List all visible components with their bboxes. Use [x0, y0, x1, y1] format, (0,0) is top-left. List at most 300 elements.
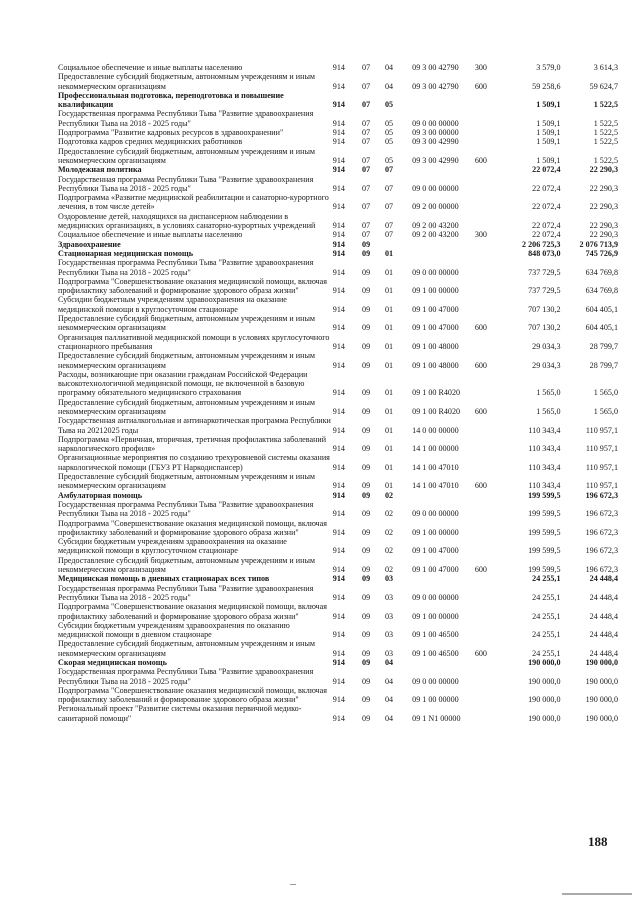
row-value-2: 196 672,3: [585, 565, 618, 575]
table-row: [58, 556, 618, 575]
row-ved: 914: [332, 304, 345, 314]
row-csr: 09 3 00 42990: [412, 155, 459, 165]
table-row: [58, 574, 618, 583]
row-value-2: 24 448,4: [589, 592, 618, 602]
row-vr: [475, 258, 500, 277]
row-value-2: 1 565,0: [593, 406, 618, 416]
row-csr: 09 1 00 00000: [412, 527, 459, 537]
row-vr: 300: [474, 230, 487, 240]
row-value-2: 196 672,3: [585, 546, 618, 556]
row-csr: [412, 574, 475, 583]
row-pr: 03: [385, 574, 394, 584]
row-rz: 07: [362, 183, 371, 193]
row-value-1: 199 599,5: [528, 565, 561, 575]
row-vr: [475, 240, 500, 249]
row-value-1: 22 072,4: [532, 221, 561, 231]
table-row: [58, 472, 618, 491]
row-csr: 09 1 00 00000: [412, 695, 459, 705]
row-csr: 09 0 00 00000: [412, 267, 459, 277]
row-pr: 03: [385, 592, 394, 602]
row-value-2: 604 405,1: [585, 304, 618, 314]
row-rz: 09: [362, 527, 371, 537]
row-value-2: 1 522,5: [593, 155, 618, 165]
row-name: Оздоровление детей, находящихся на диспансерном наблюдении в медицинских организациях, в условиях санаторно-курортных учреждений: [58, 211, 316, 231]
table-row: [58, 249, 618, 258]
row-pr: 07: [385, 221, 394, 231]
row-rz: 09: [362, 406, 371, 416]
row-vr: 600: [474, 360, 487, 370]
row-value-2: 3 614,3: [593, 63, 618, 72]
table-row: [58, 584, 618, 603]
row-ved: 914: [332, 248, 345, 258]
row-ved: 914: [332, 267, 345, 277]
row-vr: 600: [474, 155, 487, 165]
row-vr: [475, 574, 500, 583]
row-value-1: 24 255,1: [532, 611, 561, 621]
row-vr: [475, 658, 500, 667]
row-rz: 07: [362, 155, 371, 165]
row-name: Государственная программа Республики Тыва "Развитие здравоохранения Республики Тыва на 2018 - 2025 годы": [58, 583, 314, 602]
row-csr: 09 2 00 43200: [412, 221, 459, 231]
table-row: [58, 128, 618, 137]
table-row: [58, 240, 618, 249]
row-ved: 914: [332, 239, 345, 249]
row-name: Медицинская помощь в дневных стационарах всех типов: [58, 574, 270, 584]
table-row: [58, 453, 618, 472]
row-value-2: 59 624,7: [589, 81, 618, 91]
row-csr: 09 1 N1 00000: [412, 713, 461, 723]
row-csr: 09 3 00 42790: [412, 81, 459, 91]
row-name: Стационарная медицинская помощь: [58, 248, 194, 258]
row-pr: 01: [385, 286, 394, 296]
row-vr: [475, 602, 500, 621]
row-rz: 09: [362, 648, 371, 658]
row-ved: 914: [332, 425, 345, 435]
row-value-2: 745 726,9: [585, 248, 618, 258]
row-value-1: 737 729,5: [528, 286, 561, 296]
row-csr: 14 1 00 47010: [412, 481, 459, 491]
table-row: [58, 258, 618, 277]
row-vr: [475, 193, 500, 212]
row-vr: [475, 175, 500, 194]
row-value-1: 22 072,4: [532, 165, 561, 175]
table-row: [58, 621, 618, 640]
row-ved: 914: [332, 118, 345, 128]
row-name: Субсидии бюджетным учреждениям здравоохранения по оказанию медицинской помощи в дневном стационаре: [58, 620, 290, 640]
row-pr: 07: [385, 183, 394, 193]
row-value-2: 196 672,3: [585, 527, 618, 537]
row-value-1: 1 565,0: [536, 388, 561, 398]
row-rz: 07: [362, 230, 371, 240]
row-pr: 04: [385, 658, 394, 667]
row-csr: 09 0 00 00000: [412, 118, 459, 128]
row-csr: 09 1 00 47000: [412, 565, 459, 575]
row-rz: 07: [362, 202, 371, 212]
row-vr: [475, 416, 500, 435]
row-value-2: 110 957,1: [585, 444, 618, 454]
row-name: Профессиональная подготовка, переподготовка и повышение квалификации: [58, 90, 284, 110]
row-value-1: 1 565,0: [536, 406, 561, 416]
row-value-2: 634 769,8: [585, 286, 618, 296]
row-ved: 914: [332, 155, 345, 165]
row-csr: 09 1 00 48000: [412, 360, 459, 370]
row-pr: 01: [385, 388, 394, 398]
row-csr: 09 1 00 47000: [412, 546, 459, 556]
row-pr: 03: [385, 611, 394, 621]
row-ved: 914: [332, 574, 345, 584]
row-value-2: 22 290,3: [589, 165, 618, 175]
row-pr: 04: [385, 713, 394, 723]
table-row: [58, 639, 618, 658]
row-value-1: 1 509,1: [536, 128, 561, 138]
row-rz: 09: [362, 267, 371, 277]
row-csr: 09 0 00 00000: [412, 676, 459, 686]
row-value-2: 2 076 713,9: [579, 239, 618, 249]
table-row: [58, 398, 618, 417]
row-vr: [475, 370, 500, 398]
row-ved: 914: [332, 360, 345, 370]
row-csr: 09 0 00 00000: [412, 183, 459, 193]
row-csr: 09 1 00 00000: [412, 611, 459, 621]
row-name: Подготовка кадров средних медицинских работников: [58, 137, 243, 147]
row-csr: [412, 240, 475, 249]
row-rz: 07: [362, 100, 371, 110]
row-name: Скорая медицинская помощь: [58, 658, 167, 667]
row-ved: 914: [332, 221, 345, 231]
row-csr: 09 1 00 R4020: [412, 388, 461, 398]
row-value-2: 196 672,3: [585, 509, 618, 519]
row-vr: [475, 137, 500, 146]
row-vr: [475, 91, 500, 110]
row-pr: 07: [385, 202, 394, 212]
row-rz: 09: [362, 323, 371, 333]
row-ved: 914: [332, 165, 345, 175]
table-row: [58, 165, 618, 174]
row-vr: [475, 621, 500, 640]
row-rz: 09: [362, 444, 371, 454]
row-value-2: 24 448,4: [589, 574, 618, 584]
table-row: [58, 91, 618, 110]
row-ved: 914: [332, 527, 345, 537]
row-value-1: 24 255,1: [532, 592, 561, 602]
row-rz: 09: [362, 574, 371, 584]
row-pr: 05: [385, 137, 394, 147]
row-value-2: 604 405,1: [585, 323, 618, 333]
table-row: [58, 230, 618, 239]
row-csr: 09 3 00 00000: [412, 128, 459, 138]
row-rz: 09: [362, 611, 371, 621]
row-ved: 914: [332, 565, 345, 575]
row-vr: [475, 109, 500, 128]
row-ved: 914: [332, 128, 345, 138]
row-name: Подпрограмма "Совершенствование оказания медицинской помощи, включая профилактику заболеваний и формирование здорового образа жизни": [58, 602, 327, 621]
row-pr: 03: [385, 648, 394, 658]
row-pr: 01: [385, 304, 394, 314]
page-number: 188: [588, 834, 608, 849]
row-rz: 07: [362, 128, 371, 138]
row-value-1: 1 509,1: [536, 118, 561, 128]
row-rz: 09: [362, 248, 371, 258]
row-pr: 02: [385, 509, 394, 519]
row-value-1: 1 509,1: [536, 137, 561, 147]
row-csr: 09 3 00 42990: [412, 137, 459, 147]
row-pr: 01: [385, 425, 394, 435]
row-value-1: 199 599,5: [528, 527, 561, 537]
table-row: [58, 72, 618, 91]
row-name: Субсидии бюджетным учреждениям здравоохранения на оказание медицинской помощи в круглосуточном стационаре: [58, 537, 287, 556]
row-value-1: 1 509,1: [536, 100, 561, 110]
row-ved: 914: [332, 137, 345, 147]
row-value-1: 190 000,0: [528, 695, 561, 705]
row-vr: 600: [474, 565, 487, 575]
row-csr: 09 1 00 46500: [412, 648, 459, 658]
row-value-2: 190 000,0: [585, 713, 618, 723]
table-row: [58, 500, 618, 519]
row-value-2: 24 448,4: [589, 611, 618, 621]
row-rz: 09: [362, 509, 371, 519]
row-rz: 09: [362, 658, 371, 667]
row-name: Социальное обеспечение и иные выплаты населению: [58, 63, 243, 72]
row-value-2: 190 000,0: [585, 676, 618, 686]
row-name: Предоставление субсидий бюджетным, автономным учреждениям и иным некоммерческим организациям: [58, 397, 316, 416]
row-vr: [475, 584, 500, 603]
row-value-1: 22 072,4: [532, 183, 561, 193]
row-name: Предоставление субсидий бюджетным, автономным учреждениям и иным некоммерческим организациям: [58, 314, 316, 333]
row-pr: 01: [385, 341, 394, 351]
row-pr: 05: [385, 118, 394, 128]
row-rz: 09: [362, 565, 371, 575]
row-ved: 914: [332, 611, 345, 621]
table-row: [58, 193, 618, 212]
row-ved: 914: [332, 630, 345, 640]
row-name: Организация паллиативной медицинской помощи в условиях круглосуточного стационарного пребывания: [58, 332, 330, 351]
row-name: Государственная программа Республики Тыва "Развитие здравоохранения Республики Тыва на 2018 - 2025 годы": [58, 109, 314, 128]
row-name: Субсидии бюджетным учреждениям здравоохранения на оказание медицинской помощи в круглосуточном стационаре: [58, 295, 287, 314]
row-csr: [412, 658, 475, 667]
row-rz: 09: [362, 388, 371, 398]
row-ved: 914: [332, 676, 345, 686]
row-name: Предоставление субсидий бюджетным, автономным учреждениям и иным некоммерческим организациям: [58, 472, 316, 491]
row-pr: 01: [385, 406, 394, 416]
row-value-1: 24 255,1: [532, 648, 561, 658]
row-rz: 09: [362, 462, 371, 472]
row-rz: 07: [362, 118, 371, 128]
row-pr: 04: [385, 676, 394, 686]
row-name: Государственная программа Республики Тыва "Развитие здравоохранения Республики Тыва на 2018 - 2025 годы": [58, 499, 314, 519]
row-value-2: 110 957,1: [585, 462, 618, 472]
row-name: Государственная программа Республики Тыва "Развитие здравоохранения Республики Тыва на 2018 - 2025 годы": [58, 667, 314, 686]
row-ved: 914: [332, 509, 345, 519]
row-csr: 09 1 00 00000: [412, 286, 459, 296]
row-value-1: 24 255,1: [532, 574, 561, 584]
row-value-2: 1 522,5: [593, 118, 618, 128]
row-rz: 09: [362, 546, 371, 556]
table-row: [58, 704, 618, 723]
row-name: Подпрограмма "Развитие кадровых ресурсов в здравоохранении": [58, 128, 284, 138]
row-rz: 09: [362, 630, 371, 640]
row-ved: 914: [332, 81, 345, 91]
table-row: [58, 63, 618, 72]
row-value-1: 2 206 725,3: [522, 239, 561, 249]
row-name: Расходы, возникающие при оказании гражданам Российской Федерации высокотехнологичной медицинской помощи, не включенной в базовую программу обязательного медицинского страхования: [58, 369, 308, 398]
row-value-1: 22 072,4: [532, 202, 561, 212]
row-value-1: 190 000,0: [528, 713, 561, 723]
row-csr: 09 2 00 00000: [412, 202, 459, 212]
row-csr: 09 3 00 42790: [412, 63, 459, 72]
row-rz: 09: [362, 239, 371, 249]
row-value-2: 22 290,3: [589, 183, 618, 193]
row-vr: 300: [474, 63, 487, 72]
row-value-1: 110 343,4: [528, 444, 561, 454]
table-row: [58, 602, 618, 621]
row-value-2: 110 957,1: [585, 481, 618, 491]
row-vr: [475, 686, 500, 705]
row-rz: 07: [362, 137, 371, 147]
row-csr: [412, 91, 475, 110]
row-ved: 914: [332, 658, 345, 667]
row-value-2: 1 522,5: [593, 128, 618, 138]
row-rz: 09: [362, 286, 371, 296]
row-vr: [475, 453, 500, 472]
row-pr: 01: [385, 462, 394, 472]
row-value-1: 1 509,1: [536, 155, 561, 165]
row-vr: [475, 333, 500, 352]
row-value-2: 190 000,0: [585, 658, 618, 667]
row-name: Предоставление субсидий бюджетным, автономным учреждениям и иным некоммерческим организациям: [58, 146, 316, 165]
row-pr: 01: [385, 481, 394, 491]
row-name: Амбулаторная помощь: [58, 490, 142, 500]
row-vr: 600: [474, 481, 487, 491]
table-row: [58, 416, 618, 435]
row-pr: 02: [385, 546, 394, 556]
table-row: [58, 370, 618, 398]
row-value-1: 190 000,0: [528, 658, 561, 667]
row-name: Подпрограмма «Развитие медицинской реабилитации и санаторно-курортного лечения, в том числе детей»: [58, 193, 329, 212]
row-vr: [475, 704, 500, 723]
row-ved: 914: [332, 230, 345, 240]
row-ved: 914: [332, 183, 345, 193]
row-pr: 04: [385, 81, 394, 91]
row-ved: 914: [332, 648, 345, 658]
row-value-2: 634 769,8: [585, 267, 618, 277]
row-name: Подпрограмма "Совершенствование оказания медицинской помощи, включая профилактику заболеваний и формирование здорового образа жизни": [58, 685, 327, 705]
row-ved: 914: [332, 63, 345, 72]
row-csr: 09 2 00 43200: [412, 230, 459, 240]
row-rz: 07: [362, 165, 371, 175]
row-ved: 914: [332, 462, 345, 472]
row-value-1: 110 343,4: [528, 462, 561, 472]
row-vr: 600: [474, 406, 487, 416]
row-value-1: 848 073,0: [528, 248, 561, 258]
row-rz: 09: [362, 490, 371, 500]
row-value-1: 24 255,1: [532, 630, 561, 640]
row-ved: 914: [332, 100, 345, 110]
scan-mark: [562, 893, 632, 895]
row-vr: [475, 519, 500, 538]
row-value-2: 22 290,3: [589, 221, 618, 231]
table-row: [58, 147, 618, 166]
row-value-1: 110 343,4: [528, 481, 561, 491]
row-value-1: 22 072,4: [532, 230, 561, 240]
table-row: [58, 351, 618, 370]
row-pr: 02: [385, 527, 394, 537]
row-pr: 01: [385, 267, 394, 277]
row-name: Государственная антиалкогольная и антинаркотическая программа Республики Тыва на 20212025 годы: [58, 416, 331, 435]
table-row: [58, 333, 618, 352]
row-csr: [412, 249, 475, 258]
row-csr: 09 1 00 46500: [412, 630, 459, 640]
row-pr: 07: [385, 165, 394, 175]
row-value-2: 1 522,5: [593, 100, 618, 110]
row-value-2: 190 000,0: [585, 695, 618, 705]
row-value-2: 28 799,7: [589, 341, 618, 351]
row-csr: 09 1 00 47000: [412, 323, 459, 333]
row-value-1: 190 000,0: [528, 676, 561, 686]
row-rz: 07: [362, 81, 371, 91]
row-pr: 05: [385, 100, 394, 110]
row-csr: 14 1 00 47010: [412, 462, 459, 472]
row-csr: 09 1 00 48000: [412, 341, 459, 351]
row-csr: 09 0 00 00000: [412, 592, 459, 602]
row-name: Молодежная политика: [58, 165, 142, 175]
row-csr: 09 0 00 00000: [412, 509, 459, 519]
row-vr: [475, 212, 500, 231]
row-pr: 02: [385, 490, 394, 500]
row-vr: [475, 491, 500, 500]
row-rz: 07: [362, 221, 371, 231]
row-ved: 914: [332, 286, 345, 296]
row-name: Здравоохранение: [58, 239, 121, 249]
row-value-1: 199 599,5: [528, 546, 561, 556]
row-name: Региональный проект "Развитие системы оказания первичной медико-санитарной помощи": [58, 704, 302, 723]
row-vr: [475, 295, 500, 314]
budget-table: [58, 63, 618, 723]
row-name: Предоставление субсидий бюджетным, автономным учреждениям и иным некоммерческим организациям: [58, 72, 316, 91]
table-row: [58, 658, 618, 667]
row-pr: 01: [385, 248, 394, 258]
row-value-1: 707 130,2: [528, 323, 561, 333]
row-rz: 09: [362, 481, 371, 491]
row-rz: 09: [362, 341, 371, 351]
row-pr: 01: [385, 323, 394, 333]
row-ved: 914: [332, 592, 345, 602]
row-name: Государственная программа Республики Тыва "Развитие здравоохранения Республики Тыва на 2018 - 2025 годы": [58, 258, 314, 277]
row-ved: 914: [332, 406, 345, 416]
row-vr: [475, 435, 500, 454]
row-pr: 05: [385, 128, 394, 138]
row-name: Предоставление субсидий бюджетным, автономным учреждениям и иным некоммерческим организациям: [58, 555, 316, 575]
row-value-1: 59 258,6: [532, 81, 561, 91]
row-csr: 09 1 00 R4020: [412, 406, 461, 416]
row-rz: 09: [362, 713, 371, 723]
row-name: Подпрограмма "Совершенствование оказания медицинской помощи, включая профилактику заболеваний и формирование здорового образа жизни": [58, 518, 327, 537]
row-value-1: 29 034,3: [532, 360, 561, 370]
row-value-1: 199 599,5: [528, 509, 561, 519]
row-rz: 09: [362, 425, 371, 435]
table-row: [58, 519, 618, 538]
row-rz: 07: [362, 63, 371, 72]
row-rz: 09: [362, 695, 371, 705]
row-name: Подпрограмма «Первичная, вторичная, третичная профилактика заболеваний наркологического профиля»: [58, 434, 327, 454]
table-row: [58, 491, 618, 500]
row-pr: 04: [385, 695, 394, 705]
row-ved: 914: [332, 713, 345, 723]
row-vr: [475, 500, 500, 519]
row-csr: 14 1 00 00000: [412, 444, 459, 454]
row-ved: 914: [332, 695, 345, 705]
row-vr: 600: [474, 648, 487, 658]
row-pr: 03: [385, 630, 394, 640]
